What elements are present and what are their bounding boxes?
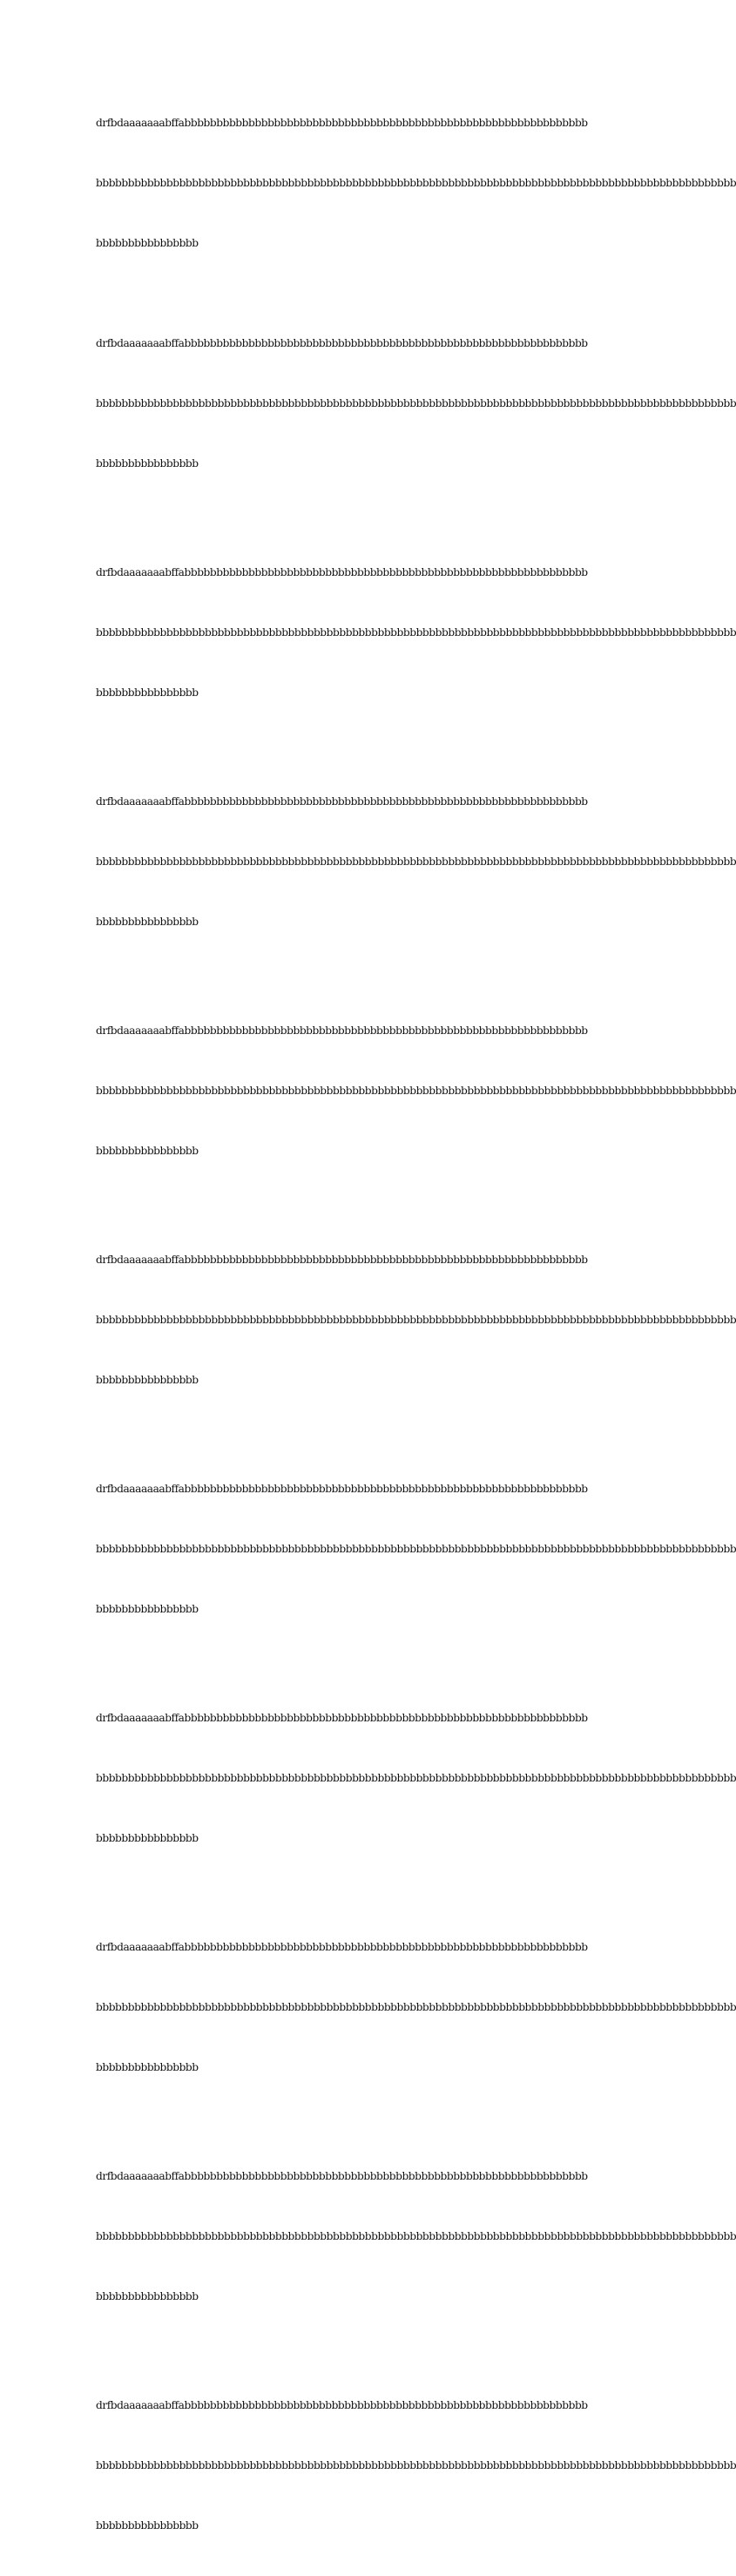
paragraph-line: bbbbbbbbbbbbbbbb bbox=[96, 457, 199, 470]
paragraph-line: bbbbbbbbbbbbbbbbbbbbbbbbbbbbbbbbbbbbbbbbbbbbbbbbbbbbbbbbbbbbbbbbbbbbbbbbbbbbbbbbbbbbbbbbbbbbbbbbbbbb bbox=[96, 626, 736, 639]
paragraph bbox=[96, 752, 736, 972]
paragraph bbox=[96, 2356, 736, 2576]
paragraph-line: bbbbbbbbbbbbbbbb bbox=[96, 916, 199, 928]
paragraph-line: bbbbbbbbbbbbbbbbbbbbbbbbbbbbbbbbbbbbbbbbbbbbbbbbbbbbbbbbbbbbbbbbbbbbbbbbbbbbbbbbbbbbbbbbbbbbbbbbbbbb bbox=[96, 2459, 736, 2471]
paragraph-line: bbbbbbbbbbbbbbbb bbox=[96, 237, 199, 249]
paragraph-line: bbbbbbbbbbbbbbbbbbbbbbbbbbbbbbbbbbbbbbbbbbbbbbbbbbbbbbbbbbbbbbbbbbbbbbbbbbbbbbbbbbbbbbbbbbbbbbbbbbbb bbox=[96, 177, 736, 189]
text-column bbox=[96, 73, 736, 2576]
paragraph-line: bbbbbbbbbbbbbbbb bbox=[96, 1145, 199, 1157]
paragraph-line: bbbbbbbbbbbbbbbb bbox=[96, 1603, 199, 1615]
paragraph-line: bbbbbbbbbbbbbbbbbbbbbbbbbbbbbbbbbbbbbbbbbbbbbbbbbbbbbbbbbbbbbbbbbbbbbbbbbbbbbbbbbbbbbbbbbbbbbbbbbbbb bbox=[96, 1085, 736, 1097]
paragraph-line: drfbdaaaaaaabffabbbbbbbbbbbbbbbbbbbbbbbbbbbbbbbbbbbbbbbbbbbbbbbbbbbbbbbbbbbbbbb bbox=[96, 337, 588, 349]
paragraph-line: drfbdaaaaaaabffabbbbbbbbbbbbbbbbbbbbbbbbbbbbbbbbbbbbbbbbbbbbbbbbbbbbbbbbbbbbbbb bbox=[96, 2170, 588, 2182]
paragraph bbox=[96, 1668, 736, 1889]
paragraph-line: bbbbbbbbbbbbbbbbbbbbbbbbbbbbbbbbbbbbbbbbbbbbbbbbbbbbbbbbbbbbbbbbbbbbbbbbbbbbbbbbbbbbbbbbbbbbbbbbbbbb bbox=[96, 2230, 736, 2242]
paragraph-line: drfbdaaaaaaabffabbbbbbbbbbbbbbbbbbbbbbbbbbbbbbbbbbbbbbbbbbbbbbbbbbbbbbbbbbbbbbb bbox=[96, 2399, 588, 2411]
paragraph bbox=[96, 523, 736, 743]
paragraph-line: drfbdaaaaaaabffabbbbbbbbbbbbbbbbbbbbbbbbbbbbbbbbbbbbbbbbbbbbbbbbbbbbbbbbbbbbbbb bbox=[96, 1941, 588, 1953]
paragraph bbox=[96, 1210, 736, 1430]
paragraph-line: drfbdaaaaaaabffabbbbbbbbbbbbbbbbbbbbbbbbbbbbbbbbbbbbbbbbbbbbbbbbbbbbbbbbbbbbbbb bbox=[96, 1024, 588, 1037]
paragraph-line: bbbbbbbbbbbbbbbbbbbbbbbbbbbbbbbbbbbbbbbbbbbbbbbbbbbbbbbbbbbbbbbbbbbbbbbbbbbbbbbbbbbbbbbbbbbbbbbbbbbb bbox=[96, 1772, 736, 1784]
paragraph bbox=[96, 981, 736, 1201]
paragraph bbox=[96, 1439, 736, 1660]
paragraph bbox=[96, 294, 736, 514]
paragraph-line: bbbbbbbbbbbbbbbb bbox=[96, 1832, 199, 1844]
paragraph-line: drfbdaaaaaaabffabbbbbbbbbbbbbbbbbbbbbbbbbbbbbbbbbbbbbbbbbbbbbbbbbbbbbbbbbbbbbbb bbox=[96, 1254, 588, 1266]
paragraph-line: drfbdaaaaaaabffabbbbbbbbbbbbbbbbbbbbbbbbbbbbbbbbbbbbbbbbbbbbbbbbbbbbbbbbbbbbbbb bbox=[96, 1483, 588, 1495]
paragraph-line: bbbbbbbbbbbbbbbb bbox=[96, 686, 199, 699]
paragraph-line: bbbbbbbbbbbbbbbbbbbbbbbbbbbbbbbbbbbbbbbbbbbbbbbbbbbbbbbbbbbbbbbbbbbbbbbbbbbbbbbbbbbbbbbbbbbbbbbbbbbb bbox=[96, 855, 736, 868]
paragraph-line: bbbbbbbbbbbbbbbbbbbbbbbbbbbbbbbbbbbbbbbbbbbbbbbbbbbbbbbbbbbbbbbbbbbbbbbbbbbbbbbbbbbbbbbbbbbbbbbbbbbb bbox=[96, 1314, 736, 1326]
paragraph-line: bbbbbbbbbbbbbbbb bbox=[96, 2519, 199, 2532]
paragraph-line: bbbbbbbbbbbbbbbbbbbbbbbbbbbbbbbbbbbbbbbbbbbbbbbbbbbbbbbbbbbbbbbbbbbbbbbbbbbbbbbbbbbbbbbbbbbbbbbbbbbb bbox=[96, 1543, 736, 1555]
paragraph-line: bbbbbbbbbbbbbbbbbbbbbbbbbbbbbbbbbbbbbbbbbbbbbbbbbbbbbbbbbbbbbbbbbbbbbbbbbbbbbbbbbbbbbbbbbbbbbbbbbbbb bbox=[96, 2001, 736, 2013]
paragraph-line: drfbdaaaaaaabffabbbbbbbbbbbbbbbbbbbbbbbbbbbbbbbbbbbbbbbbbbbbbbbbbbbbbbbbbbbbbbb bbox=[96, 795, 588, 808]
paragraph-line: bbbbbbbbbbbbbbbb bbox=[96, 1374, 199, 1386]
paragraph-line: bbbbbbbbbbbbbbbb bbox=[96, 2061, 199, 2073]
paragraph-line: drfbdaaaaaaabffabbbbbbbbbbbbbbbbbbbbbbbbbbbbbbbbbbbbbbbbbbbbbbbbbbbbbbbbbbbbbbb bbox=[96, 117, 588, 129]
paragraph bbox=[96, 1897, 736, 2118]
paragraph bbox=[96, 2126, 736, 2347]
paragraph-line: bbbbbbbbbbbbbbbb bbox=[96, 2290, 199, 2302]
paragraph bbox=[96, 73, 736, 294]
paragraph-line: bbbbbbbbbbbbbbbbbbbbbbbbbbbbbbbbbbbbbbbbbbbbbbbbbbbbbbbbbbbbbbbbbbbbbbbbbbbbbbbbbbbbbbbbbbbbbbbbbbbb bbox=[96, 397, 736, 409]
paragraph-line: drfbdaaaaaaabffabbbbbbbbbbbbbbbbbbbbbbbbbbbbbbbbbbbbbbbbbbbbbbbbbbbbbbbbbbbbbbb bbox=[96, 1712, 588, 1724]
paragraph-line: drfbdaaaaaaabffabbbbbbbbbbbbbbbbbbbbbbbbbbbbbbbbbbbbbbbbbbbbbbbbbbbbbbbbbbbbbbb bbox=[96, 566, 588, 578]
